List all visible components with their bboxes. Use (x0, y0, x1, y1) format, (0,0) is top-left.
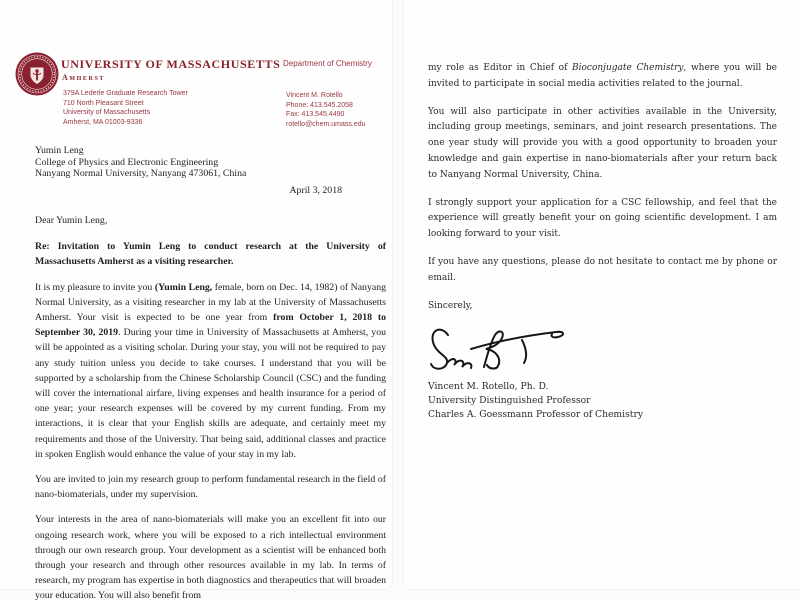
text-segment: (Yumin Leng, (154, 281, 213, 293)
paragraph (428, 61, 777, 93)
text-segment: from October 1, 2018 to September 30, 2019 (35, 312, 386, 339)
umass-seal-icon (15, 51, 59, 97)
signer-block (428, 380, 777, 422)
letterhead-department: Department of Chemistry (283, 59, 372, 68)
letter-page-1 (0, 0, 393, 600)
text-segment: If you have any questions, please do not hesitate to contact me by phone or email. (428, 256, 777, 283)
page-1-paragraphs (35, 280, 386, 600)
text-segment: Bioconjugate Chemistry (572, 63, 684, 73)
subject-line: Re: Invitation to Yumin Leng to conduct research at the University of Massachusetts Amherst as a visiting researcher. (35, 241, 386, 268)
text-segment: You are invited to join my research group to perform fundamental research in the field of nano-biomaterials, under my supervision. (35, 474, 386, 501)
letter-page-2 (403, 0, 800, 590)
text-line: College of Physics and Electronic Engineering (35, 156, 219, 168)
text-line: rotello@chem.umass.edu (286, 120, 366, 128)
paragraph (35, 280, 386, 462)
letter-date: April 3, 2018 (289, 184, 342, 196)
signer-titles (428, 394, 777, 422)
text-line: Amherst, MA 01003-9336 (63, 118, 143, 126)
text-segment: You will also participate in other activities available in the University, including group meetings, seminars, and joint research presentations. The one year study will provide you with a good opportunity to broaden your knowledge and gain expertise in nano-biomaterials after your return back to Nanyang Normal University, China. (428, 106, 777, 180)
text-segment: . During your time in University of Massachusetts at Amherst, you will be appointed as a visiting scholar. During your stay, you will not be required to pay any study tuition unless you decide to take courses. I understand that you will be supported by a scholarship from the Chinese Scholarship Council (CSC) and the funding will cover the international airfare, living expenses and health insurance for a period of one year; your research expenses will be covered by my current funding. From my interactions, it is clear that your English skills are adequate, and certainly meet my requirements and those of the University. That being said, additional classes and practice in spoken English would enhance the value of your stay in my lab. (35, 327, 386, 460)
text-line: Nanyang Normal University, Nanyang 473061, China (35, 168, 247, 180)
recipient-address (35, 145, 386, 180)
paragraph (428, 196, 777, 243)
paragraph (428, 105, 777, 184)
letterhead-address (63, 89, 188, 127)
letter-body-page-2 (428, 61, 777, 422)
paragraph (428, 255, 777, 287)
closing-word: Sincerely, (428, 300, 473, 311)
text-line: 379A Lederle Graduate Research Tower (63, 90, 188, 97)
text-segment: It is my pleasure to invite you (35, 281, 155, 293)
text-line: University Distinguished Professor (428, 395, 591, 407)
text-segment: my role as Editor in Chief of (428, 63, 573, 73)
letterhead-campus-name: Amherst (62, 73, 105, 82)
text-line: Charles A. Goessmann Professor of Chemistry (428, 409, 644, 421)
letterhead-contact-info (286, 91, 365, 129)
signer-name: Vincent M. Rotello, Ph. D. (428, 381, 549, 393)
text-line: University of Massachusetts (63, 109, 151, 116)
handwritten-signature-image (426, 322, 586, 370)
paragraph (35, 512, 386, 600)
text-line: 710 North Pleasant Street (63, 99, 144, 107)
text-line: Vincent M. Rotello (286, 92, 343, 99)
text-segment: , where you will be invited to participate in social media activities related to the journal. (428, 63, 777, 89)
paragraph (35, 472, 386, 502)
text-line: Yumin Leng (35, 145, 84, 156)
text-line: Phone: 413.545.2058 (286, 101, 353, 109)
text-segment: female, born on Dec. 14, 1982) of Nanyang Normal University, as a visiting researcher in my lab at the University of Massachusetts Amherst. Your visit is expected to be one year from (35, 281, 386, 323)
text-segment: Your interests in the area of nano-biomaterials will make you an excellent fit into our ongoing research work, where you will be exposed to a rich intellectual environment through our own research group. Your development as a scientist will be enhanced both through your research and through other resources available in my lab. In terms of research, my program has expertise in both diagnostics and therapeutics that will broaden your education. You will also benefit from (35, 514, 386, 600)
letter-body-page-1 (35, 145, 386, 600)
text-segment: I strongly support your application for a CSC fellowship, and feel that the experience will greatly benefit your on going scientific development. I am looking forward to your visit. (428, 197, 777, 240)
page-2-paragraphs (428, 61, 777, 287)
letterhead-university-name: UNIVERSITY OF MASSACHUSETTS (61, 57, 281, 71)
text-line: Fax: 413.545.4490 (286, 111, 345, 118)
salutation: Dear Yumin Leng, (35, 214, 108, 226)
